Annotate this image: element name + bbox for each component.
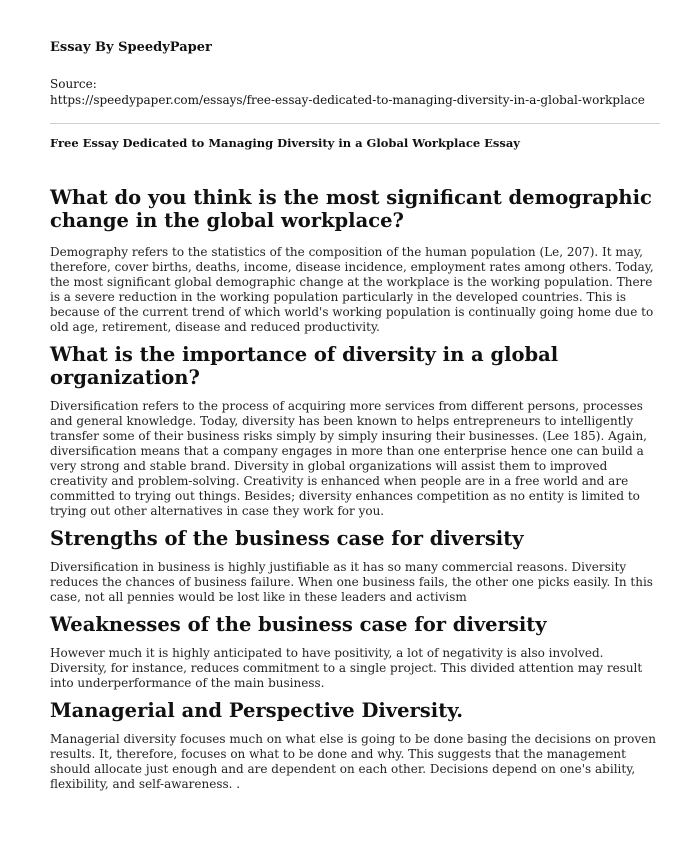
document-page <box>50 40 660 800</box>
brand-title: Essay By SpeedyPaper <box>50 40 212 55</box>
section-body: Diversification refers to the process of acquiring more services from different persons, processes and general knowledge. Today, diversity has been known to helps entrepreneurs to intelligently transfer some of their business risks simply by simply insuring their businesses. (Lee 185). Again, diversification means that a company engages in more than one enterprise hence one can build a very strong and stable brand. Diversity in global organizations will assist them to improved creativity and problem-solving. Creativity is enhanced when people are in a free world and are committed to trying out things. Besides; diversity enhances competition as no entity is limited to trying out other alternatives in case they work for you. <box>50 399 647 518</box>
source-label: Source: <box>50 77 97 91</box>
section-strengths <box>50 527 660 605</box>
header-divider <box>50 123 660 124</box>
section-managerial-diversity <box>50 699 660 792</box>
section-body: Demography refers to the statistics of the composition of the human population (Le, 207). It may, therefore, cover births, deaths, income, disease incidence, employment rates among others. Today, the most significant global demographic change at the workplace is the working population. There is a severe reduction in the working population particularly in the developed countries. This is because of the current trend of which world's working population is continually going home due to old age, retirement, disease and reduced productivity. <box>50 245 654 334</box>
section-heading: What is the importance of diversity in a global organization? <box>50 343 559 389</box>
document-title: Free Essay Dedicated to Managing Diversity in a Global Workplace Essay <box>50 136 520 150</box>
section-heading: Weaknesses of the business case for diversity <box>50 613 547 636</box>
section-body: However much it is highly anticipated to have positivity, a lot of negativity is also involved. Diversity, for instance, reduces commitment to a single project. This divided attention may result into underperformance of the main business. <box>50 646 643 690</box>
section-body: Diversification in business is highly justifiable as it has so many commercial reasons. Diversity reduces the chances of business failure. When one business fails, the other one picks easily. In this case, not all pennies would be lost like in these leaders and activism <box>50 560 653 604</box>
section-demographic-change <box>50 186 660 335</box>
section-body: Managerial diversity focuses much on what else is going to be done basing the decisions on proven results. It, therefore, focuses on what to be done and why. This suggests that the management should allocate just enough and are dependent on each other. Decisions depend on one's ability, flexibility, and self-awareness. . <box>50 732 656 791</box>
source-url[interactable]: https://speedypaper.com/essays/free-essay-dedicated-to-managing-diversity-in-a-global-workplace <box>50 93 645 107</box>
section-heading: Strengths of the business case for diversity <box>50 527 524 550</box>
section-importance-of-diversity <box>50 343 660 519</box>
section-heading: Managerial and Perspective Diversity. <box>50 699 464 722</box>
section-heading: What do you think is the most significant demographic change in the global workplace? <box>50 186 652 232</box>
section-weaknesses <box>50 613 660 691</box>
